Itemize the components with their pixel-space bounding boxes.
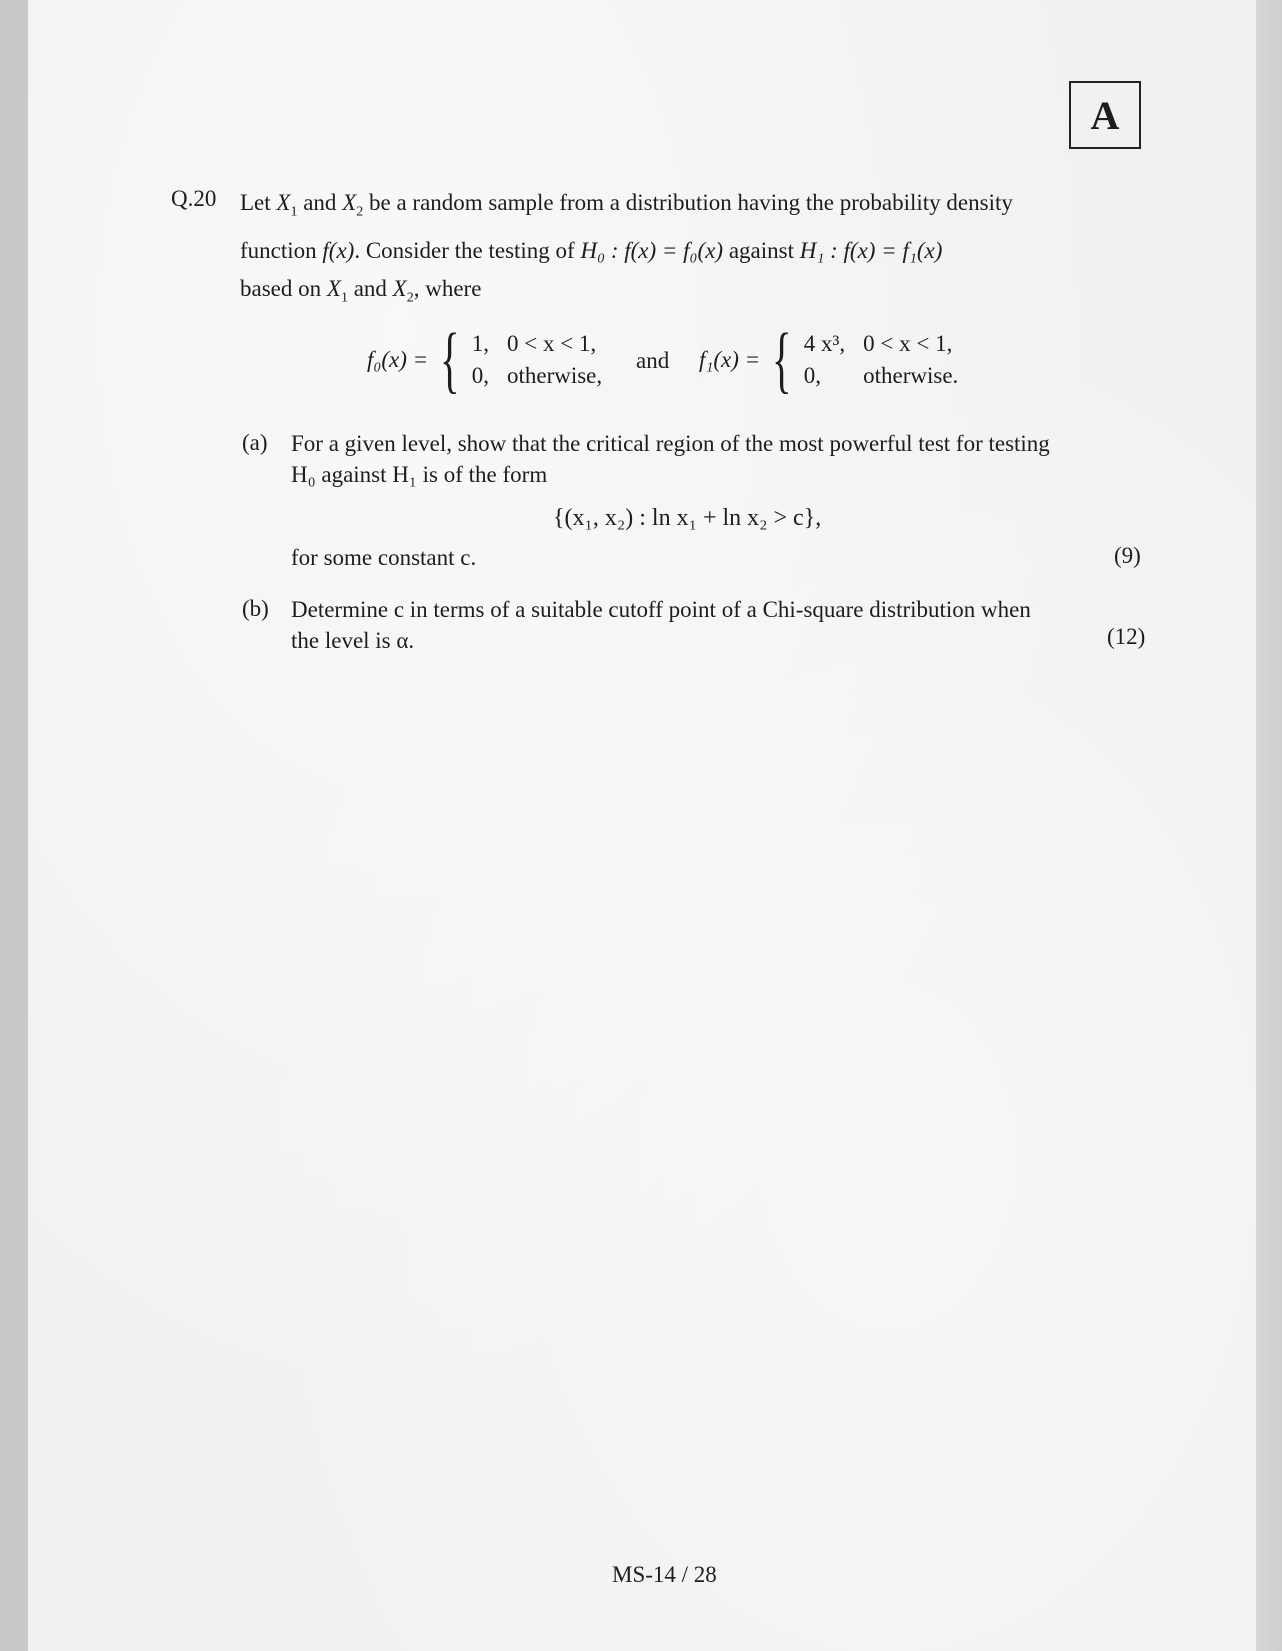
question-number: Q.20 (171, 186, 217, 211)
page-footer: MS-14 / 28 (612, 1562, 717, 1587)
question-stem (240, 184, 1100, 317)
f0-definition (367, 319, 603, 401)
left-brace-icon: { (772, 319, 792, 401)
and-text: and (636, 348, 670, 373)
page-edge (1256, 0, 1282, 1651)
f0-lhs: f₀(x) = (367, 347, 429, 372)
f0-cases: 1, 0 < x < 1, 0, otherwise, (471, 331, 603, 388)
f1-definition (699, 319, 959, 401)
stem-line-1: Let $X_1$ and $X_2$ be a random sample from a distribution having the probability density (240, 190, 1013, 220)
version-box: A (1069, 81, 1141, 149)
f1-lhs: f₁(x) = (699, 347, 761, 372)
f1-cases: 4 x³, 0 < x < 1, 0, otherwise. (803, 331, 959, 388)
stem-line-3: based on $X_1$ and $X_2$, where (240, 275, 482, 306)
part-b-label: (b) (242, 596, 269, 621)
part-a-conclusion: for some constant c. (291, 545, 477, 570)
critical-region: {(x₁, x₂) : ln x₁ + ln x₂ > c}, (553, 505, 822, 531)
part-a-marks: (9) (1114, 543, 1141, 568)
part-a-label: (a) (242, 430, 268, 455)
part-a-text: For a given level, show that the critical region of the most powerful test for testing H₀ against H₁ is of the form (291, 431, 1050, 487)
stem-line-2: function f(x). Consider the testing of H₀ : f(x) = f₀(x) against H₁ : f(x) = f₁(x) (240, 237, 943, 263)
part-b-text: Determine c in terms of a suitable cutoff point of a Chi-square distribution when the level is α. (291, 597, 1031, 653)
left-brace-icon: { (440, 319, 460, 401)
part-b-marks: (12) (1107, 624, 1146, 649)
